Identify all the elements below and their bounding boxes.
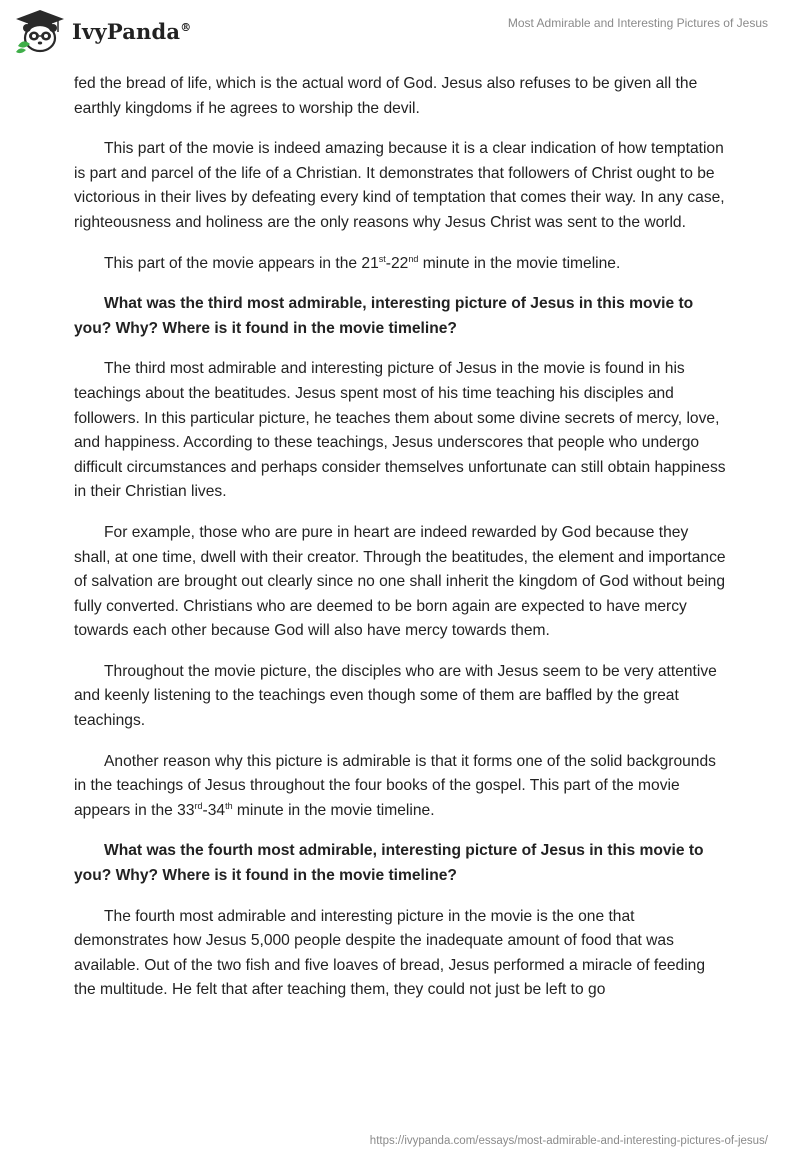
ivypanda-logo[interactable] <box>14 8 191 54</box>
paragraph: This part of the movie is indeed amazing because it is a clear indication of how temptation is part and parcel of the life of a Christian. It demonstrates that followers of Christ ought to be victorious in their lives by defeating every kind of temptation that comes their way. In any case, righteousness and holiness are the only reasons why Jesus Christ was sent to the world. <box>74 140 725 231</box>
paragraph: The third most admirable and interesting picture of Jesus in the movie is found in his teachings about the beatitudes. Jesus spent most of his time teaching his disciples and followers. In this particular picture, he teaches them about some divine secrets of mercy, love, and happiness. According to these teachings, Jesus underscores that people who undergo difficult circumstances and perhaps consider themselves unfortunate can still obtain happiness in their Christian lives. <box>74 360 726 501</box>
paragraph: For example, those who are pure in heart are indeed rewarded by God because they shall, at one time, dwell with their creator. Through the beatitudes, the element and importance of salvation are brought out clearly since no one shall inherit the kingdom of God without being fully converted. Christians who are deemed to be born again are expected to have mercy towards each other because God will also have mercy towards them. <box>74 523 726 640</box>
page-header <box>0 0 800 70</box>
paragraph: fed the bread of life, which is the actual word of God. Jesus also refuses to be given all the earthly kingdoms if he agrees to worship the devil. <box>74 75 698 117</box>
paragraph: Throughout the movie picture, the disciples who are with Jesus seem to be very attentive and keenly listening to the teachings even though some of them are baffled by the great teachings. <box>74 662 717 730</box>
essay-content <box>74 72 726 1019</box>
document-title: Most Admirable and Interesting Pictures of Jesus <box>507 16 768 30</box>
question-heading: What was the fourth most admirable, interesting picture of Jesus in this movie to you? Why? Where is it found in the movie timeline? <box>74 842 704 885</box>
panda-graduate-icon <box>14 8 66 54</box>
timeline-paragraph: Another reason why this picture is admirable is that it forms one of the solid backgrounds in the teachings of Jesus throughout the four books of the gospel. This part of the movie appears in the 33rd-34th minute in the movie timeline. <box>74 752 716 819</box>
timeline-paragraph: This part of the movie appears in the 21st-22nd minute in the movie timeline. <box>104 253 621 272</box>
brand-name: IvyPanda® <box>72 18 192 44</box>
source-url[interactable]: https://ivypanda.com/essays/most-admirable-and-interesting-pictures-of-jesus/ <box>369 1135 768 1147</box>
question-heading: What was the third most admirable, interesting picture of Jesus in this movie to you? Why? Where is it found in the movie timeline? <box>74 295 694 337</box>
paragraph: The fourth most admirable and interesting picture in the movie is the one that demonstrates how Jesus 5,000 people despite the inadequate amount of food that was available. Out of the two fish and five loaves of bread, Jesus performed a miracle of feeding the multitude. He felt that after teaching them, they could not just be left to go <box>74 907 706 999</box>
